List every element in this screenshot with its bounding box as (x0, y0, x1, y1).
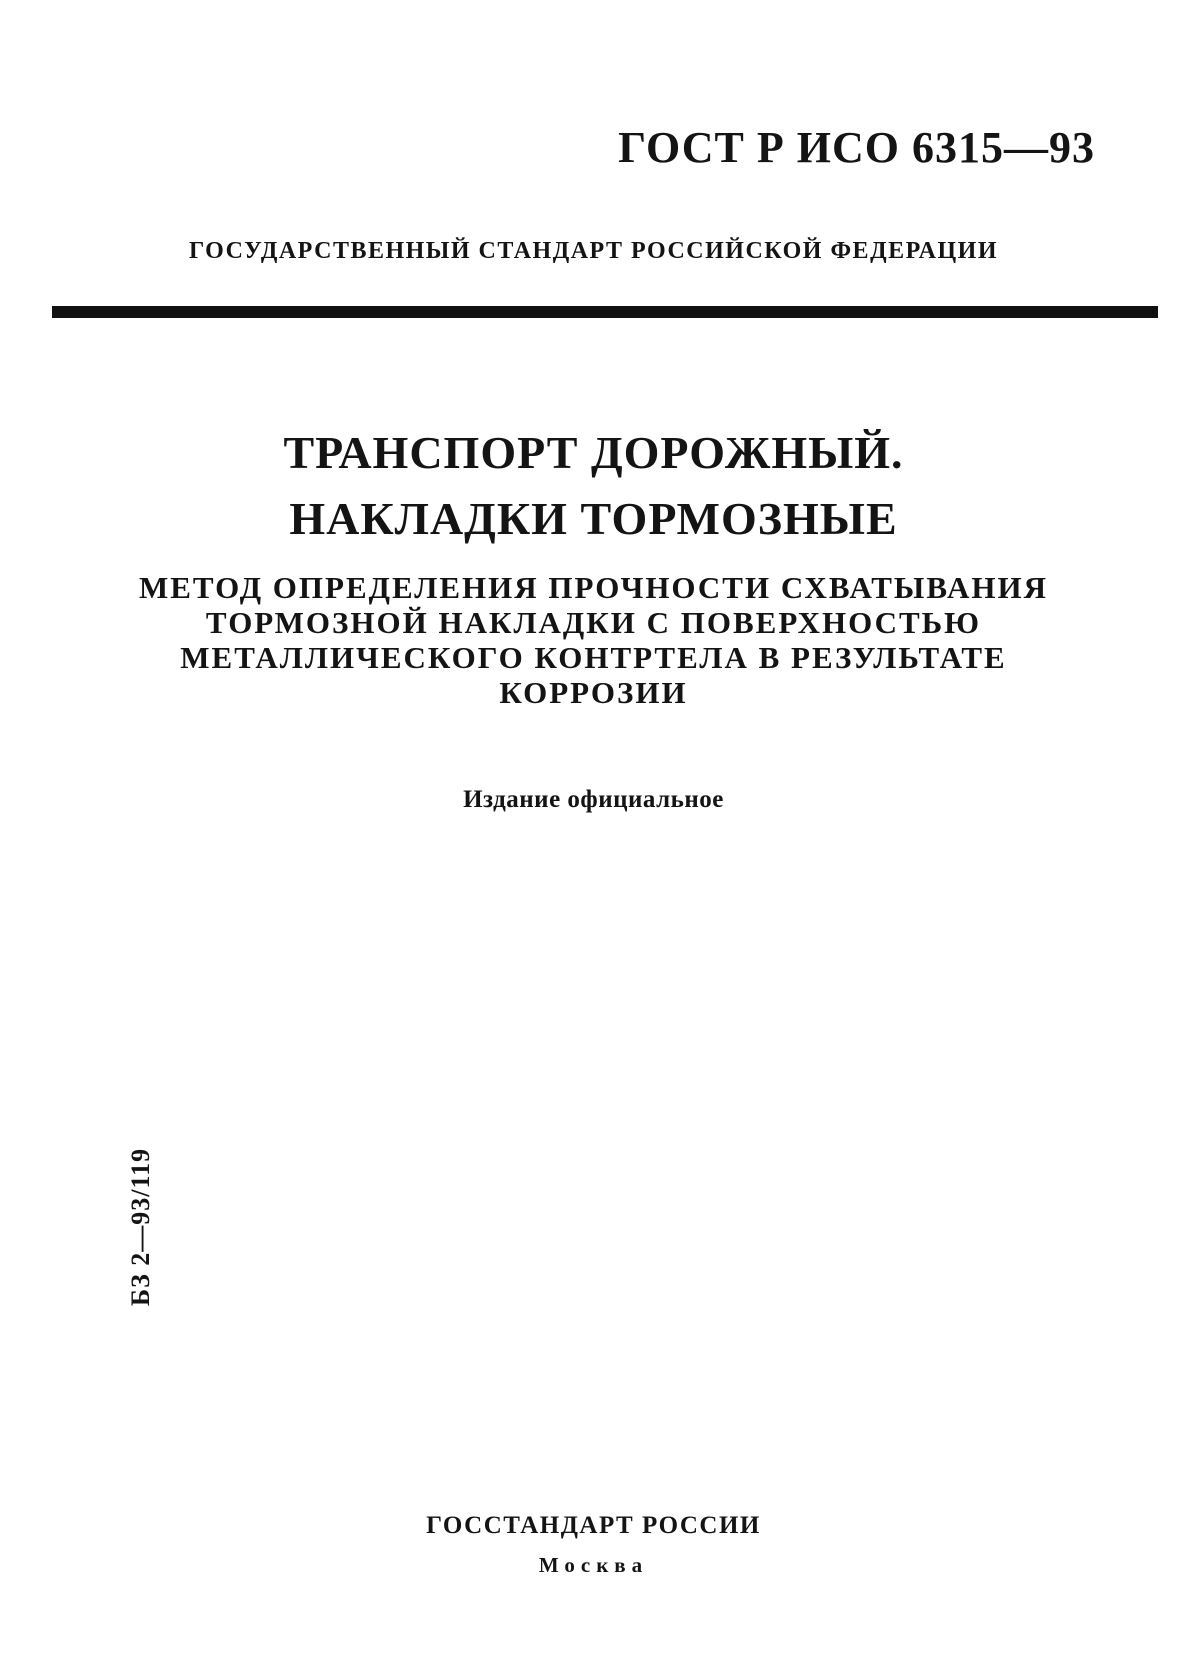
document-title (0, 420, 1187, 552)
document-subtitle (0, 570, 1187, 710)
side-code: БЗ 2—93/119 (126, 1147, 155, 1307)
subtitle-line: МЕТОД ОПРЕДЕЛЕНИЯ ПРОЧНОСТИ СХВАТЫВАНИЯ (138, 570, 1049, 605)
publisher-name: ГОССТАНДАРТ РОССИИ (426, 1512, 761, 1539)
state-standard-heading: ГОСУДАРСТВЕННЫЙ СТАНДАРТ РОССИЙСКОЙ ФЕДЕРАЦИИ (188, 238, 999, 264)
subtitle-line: МЕТАЛЛИЧЕСКОГО КОНТРТЕЛА В РЕЗУЛЬТАТЕ (180, 640, 1007, 675)
title-line: НАКЛАДКИ ТОРМОЗНЫЕ (289, 493, 898, 544)
title-line: ТРАНСПОРТ ДОРОЖНЫЙ. (283, 427, 904, 478)
subtitle-line: КОРРОЗИИ (499, 675, 688, 710)
horizontal-rule (52, 306, 1158, 318)
subtitle-line: ТОРМОЗНОЙ НАКЛАДКИ С ПОВЕРХНОСТЬЮ (205, 605, 982, 640)
standard-designation: ГОСТ Р ИСО 6315—93 (618, 123, 1095, 172)
publication-city: Москва (538, 1553, 649, 1577)
edition-label: Издание официальное (463, 786, 724, 813)
